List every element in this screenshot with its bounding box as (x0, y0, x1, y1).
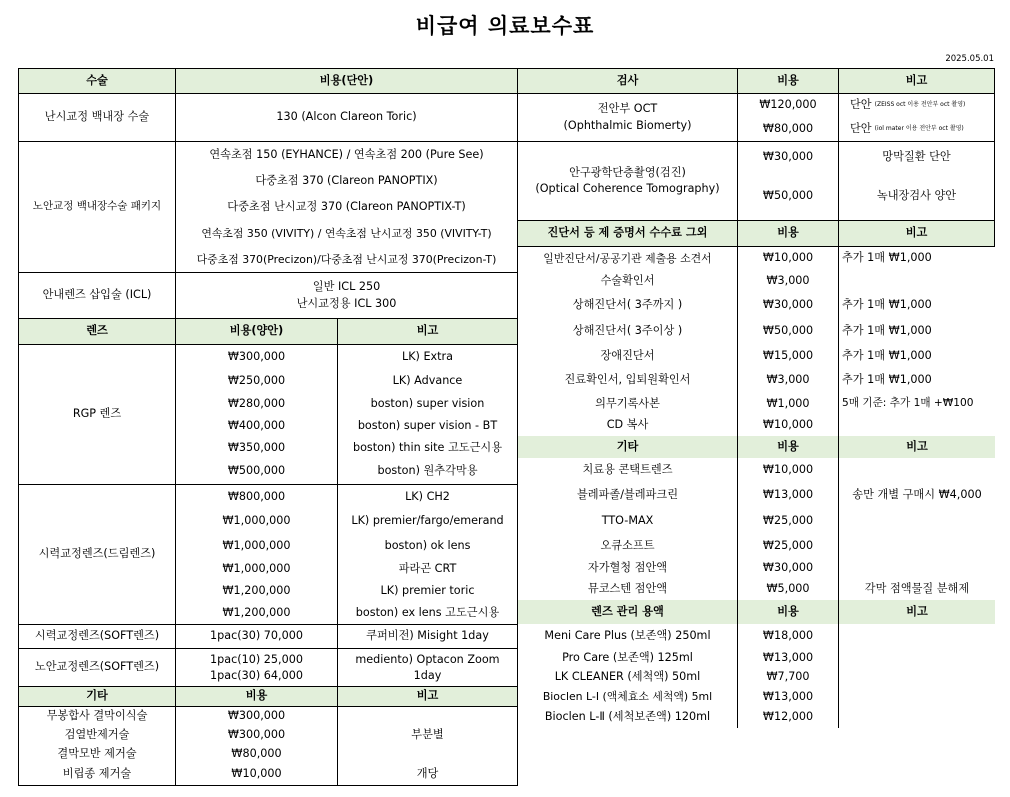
certificate-name: 진료확인서, 입퇴원확인서 (518, 368, 738, 393)
soft-lens-cost: 1pac(30) 70,000 (176, 625, 338, 649)
certificate-name: 장애진단서 (518, 344, 738, 368)
lens-care-name: LK CLEANER (세척액) 50ml (518, 668, 738, 687)
rgp-cost: ₩280,000 (176, 393, 338, 415)
certificate-name: 수술확인서 (518, 270, 738, 292)
lens-care-name: Pro Care (보존액) 125ml (518, 648, 738, 668)
icl-cost-line: 일반 ICL 250 (312, 280, 381, 294)
exam-cost-header: 비용 (738, 68, 839, 94)
etc-right-name: 뮤코스텐 점안액 (518, 579, 738, 600)
dream-lens-note: boston) ok lens (338, 534, 518, 558)
etc-right-header: 기타 (518, 436, 738, 458)
dream-lens-cost: ₩1,200,000 (176, 580, 338, 602)
rgp-name: RGP 렌즈 (18, 345, 176, 485)
certificate-cost: ₩30,000 (738, 292, 839, 318)
rgp-cost: ₩300,000 (176, 345, 338, 369)
oct-note (839, 117, 995, 142)
dream-lens-note: LK) premier/fargo/emerand (338, 509, 518, 534)
certificate-note: 추가 1매 ₩1,000 (842, 373, 932, 387)
soft-cost-line: 1pac(10) 25,000 (210, 653, 303, 667)
etc-right-name: 블레파졸/블레파크린 (518, 483, 738, 508)
icl-name: 안내렌즈 삽입술 (ICL) (18, 273, 176, 319)
dream-lens-cost: ₩1,000,000 (176, 558, 338, 580)
oct-note (839, 94, 995, 117)
soft-note-line: 1day (413, 668, 442, 682)
surgery-header: 수술 (18, 68, 176, 94)
dream-lens-note: boston) ex lens 고도근시용 (338, 602, 518, 625)
rgp-note: boston) super vision (338, 393, 518, 415)
rgp-cost: ₩250,000 (176, 369, 338, 393)
certificate-note: 추가 1매 ₩1,000 (842, 323, 932, 337)
etc-right-cost-header: 비용 (738, 436, 839, 458)
oct-name-line: 전안부 OCT (597, 102, 658, 116)
etc-item-name: 비립종 제거술 (18, 764, 176, 786)
presbyopia-option: 연속초점 350 (VIVITY) / 연속초점 난시교정 350 (VIVITY-T) (176, 221, 518, 247)
surgery-cost-header: 비용(단안) (176, 68, 518, 94)
oct-name-line: (Ophthalmic Biomerty) (563, 118, 692, 132)
oct-exam-cost: ₩50,000 (738, 172, 839, 221)
certificate-name: 일반진단서/공공기관 제출용 소견서 (518, 247, 738, 270)
lens-care-cost: ₩18,000 (738, 624, 839, 648)
dream-lens-cost: ₩1,000,000 (176, 509, 338, 534)
certificate-cost: ₩3,000 (738, 368, 839, 393)
lens-care-name: Bioclen L-Ⅱ (세척보존액) 120ml (518, 707, 738, 728)
soft-lens-note: 쿠퍼비전) Misight 1day (338, 625, 518, 649)
oct-note-text: 단안 (850, 98, 872, 112)
certificate-cost-header: 비용 (738, 221, 839, 247)
dream-lens-note: LK) premier toric (338, 580, 518, 602)
soft-lens-name: 시력교정렌즈(SOFT렌즈) (18, 625, 176, 649)
dream-lens-note: 파라곤 CRT (338, 558, 518, 580)
etc-note-each: 개당 (338, 764, 518, 786)
presbyopia-soft-lens-note (338, 649, 518, 687)
cataract-astig-cost: 130 (Alcon Clareon Toric) (176, 94, 518, 142)
presbyopia-option: 다중초점 난시교정 370 (Clareon PANOPTIX-T) (176, 194, 518, 221)
oct-exam-cost: ₩30,000 (738, 142, 839, 172)
exam-header: 검사 (518, 68, 738, 94)
etc-item-name: 무봉합사 결막이식술 (18, 707, 176, 726)
certificate-name: CD 복사 (518, 415, 738, 436)
dream-lens-cost: ₩800,000 (176, 485, 338, 509)
rgp-cost: ₩350,000 (176, 437, 338, 459)
etc-item-cost: ₩300,000 (176, 726, 338, 745)
oct-note-text: 단안 (850, 121, 872, 135)
etc-item-name: 결막모반 제거술 (18, 745, 176, 764)
dream-lens-name: 시력교정렌즈(드림렌즈) (18, 485, 176, 625)
lens-care-cost: ₩13,000 (738, 648, 839, 668)
etc-note-partial: 부분별 (338, 707, 518, 764)
certificate-note (839, 415, 995, 436)
soft-note-line: mediento) Optacon Zoom (355, 653, 500, 667)
etc-item-cost: ₩10,000 (176, 764, 338, 786)
certificate-name: 상해진단서( 3주이상 ) (518, 318, 738, 344)
presbyopia-option: 연속초점 150 (EYHANCE) / 연속초점 200 (Pure See) (176, 142, 518, 168)
lens-care-name: Bioclen L-Ⅰ (액체효소 세척액) 5ml (518, 687, 738, 707)
certificate-cost: ₩15,000 (738, 344, 839, 368)
presbyopia-soft-lens-cost (176, 649, 338, 687)
certificate-header: 진단서 등 제 증명서 수수료 그외 (518, 221, 738, 247)
lens-cost-header: 비용(양안) (176, 319, 338, 345)
etc-right-cost: ₩13,000 (738, 483, 839, 508)
etc-right-note (839, 508, 995, 534)
page-title: 비급여 의료보수표 (415, 14, 595, 38)
oct-exam-name-line: 안구광학단층촬영(검진) (569, 165, 686, 179)
presbyopia-option: 다중초점 370 (Clareon PANOPTIX) (176, 168, 518, 194)
rgp-note: boston) thin site 고도근시용 (338, 437, 518, 459)
etc-cost-header: 비용 (176, 687, 338, 707)
exam-note-header: 비고 (839, 68, 995, 94)
etc-note-header: 비고 (338, 687, 518, 707)
certificate-name: 의무기록사본 (518, 393, 738, 415)
oct-exam-note: 녹내장검사 양안 (839, 172, 995, 221)
oct-cost: ₩80,000 (738, 117, 839, 142)
oct-cost: ₩120,000 (738, 94, 839, 117)
icl-cost-line: 난시교정용 ICL 300 (296, 296, 397, 310)
lens-care-name: Meni Care Plus (보존액) 250ml (518, 624, 738, 648)
etc-right-cost: ₩10,000 (738, 458, 839, 483)
rgp-note: LK) Extra (338, 345, 518, 369)
presbyopia-option: 다중초점 370(Precizon)/다중초점 난시교정 370(Precizon-T) (176, 247, 518, 273)
certificate-cost: ₩50,000 (738, 318, 839, 344)
rgp-note: boston) 원추각막용 (338, 459, 518, 485)
etc-item-name: 검열반제거술 (18, 726, 176, 745)
certificate-note (839, 270, 995, 292)
certificate-note: 5매 기준: 추가 1매 +₩100 (842, 397, 974, 410)
oct-exam-name-line: (Optical Coherence Tomography) (535, 182, 720, 195)
oct-note-sub: (iol mater 이용 전안부 oct 촬영) (874, 124, 964, 132)
certificate-cost: ₩10,000 (738, 247, 839, 270)
etc-right-note-header: 비고 (839, 436, 995, 458)
lens-care-cost: ₩7,700 (738, 668, 839, 687)
etc-right-note: 송만 개별 구매시 ₩4,000 (852, 488, 982, 502)
certificate-note: 추가 1매 ₩1,000 (842, 251, 932, 265)
rgp-cost: ₩500,000 (176, 459, 338, 485)
presbyopia-package-name: 노안교정 백내장수술 패키지 (18, 142, 176, 273)
dream-lens-cost: ₩1,200,000 (176, 602, 338, 625)
etc-right-cost: ₩5,000 (738, 579, 839, 600)
certificate-cost: ₩10,000 (738, 415, 839, 436)
etc-right-note: 각막 점액물질 분해제 (864, 582, 970, 596)
certificate-cost: ₩1,000 (738, 393, 839, 415)
certificate-note: 추가 1매 ₩1,000 (842, 297, 932, 311)
certificate-note: 추가 1매 ₩1,000 (842, 348, 932, 362)
etc-right-note (839, 458, 995, 483)
soft-cost-line: 1pac(30) 64,000 (210, 668, 303, 682)
etc-right-name: TTO-MAX (518, 508, 738, 534)
dream-lens-cost: ₩1,000,000 (176, 534, 338, 558)
etc-right-name: 치료용 콘택트렌즈 (518, 458, 738, 483)
etc-right-cost: ₩25,000 (738, 508, 839, 534)
lens-care-header: 렌즈 관리 용액 (518, 600, 738, 624)
lens-care-note-header: 비고 (839, 600, 995, 624)
etc-header: 기타 (18, 687, 176, 707)
presbyopia-soft-lens-name: 노안교정렌즈(SOFT렌즈) (18, 649, 176, 687)
lens-care-cost: ₩13,000 (738, 687, 839, 707)
lens-note-header: 비고 (338, 319, 518, 345)
lens-care-cost-header: 비용 (738, 600, 839, 624)
certificate-note-header: 비고 (839, 221, 995, 247)
lens-care-cost: ₩12,000 (738, 707, 839, 728)
etc-right-cost: ₩25,000 (738, 534, 839, 558)
certificate-cost: ₩3,000 (738, 270, 839, 292)
date-label: 2025.05.01 (945, 54, 994, 64)
dream-lens-note: LK) CH2 (338, 485, 518, 509)
certificate-name: 상해진단서( 3주까지 ) (518, 292, 738, 318)
lens-header: 렌즈 (18, 319, 176, 345)
etc-right-note (839, 558, 995, 579)
etc-right-name: 오큐소프트 (518, 534, 738, 558)
icl-cost (176, 273, 518, 319)
oct-exam-note: 망막질환 단안 (839, 142, 995, 172)
rgp-note: LK) Advance (338, 369, 518, 393)
oct-name (518, 94, 738, 142)
etc-right-cost: ₩30,000 (738, 558, 839, 579)
etc-right-name: 자가혈청 점안액 (518, 558, 738, 579)
oct-exam-name (518, 142, 738, 221)
oct-note-sub: (ZEISS oct 이용 전안부 oct 촬영) (874, 101, 966, 109)
rgp-cost: ₩400,000 (176, 415, 338, 437)
etc-right-note (839, 534, 995, 558)
etc-item-cost: ₩80,000 (176, 745, 338, 764)
cataract-astig-name: 난시교정 백내장 수술 (18, 94, 176, 142)
etc-item-cost: ₩300,000 (176, 707, 338, 726)
rgp-note: boston) super vision - BT (338, 415, 518, 437)
